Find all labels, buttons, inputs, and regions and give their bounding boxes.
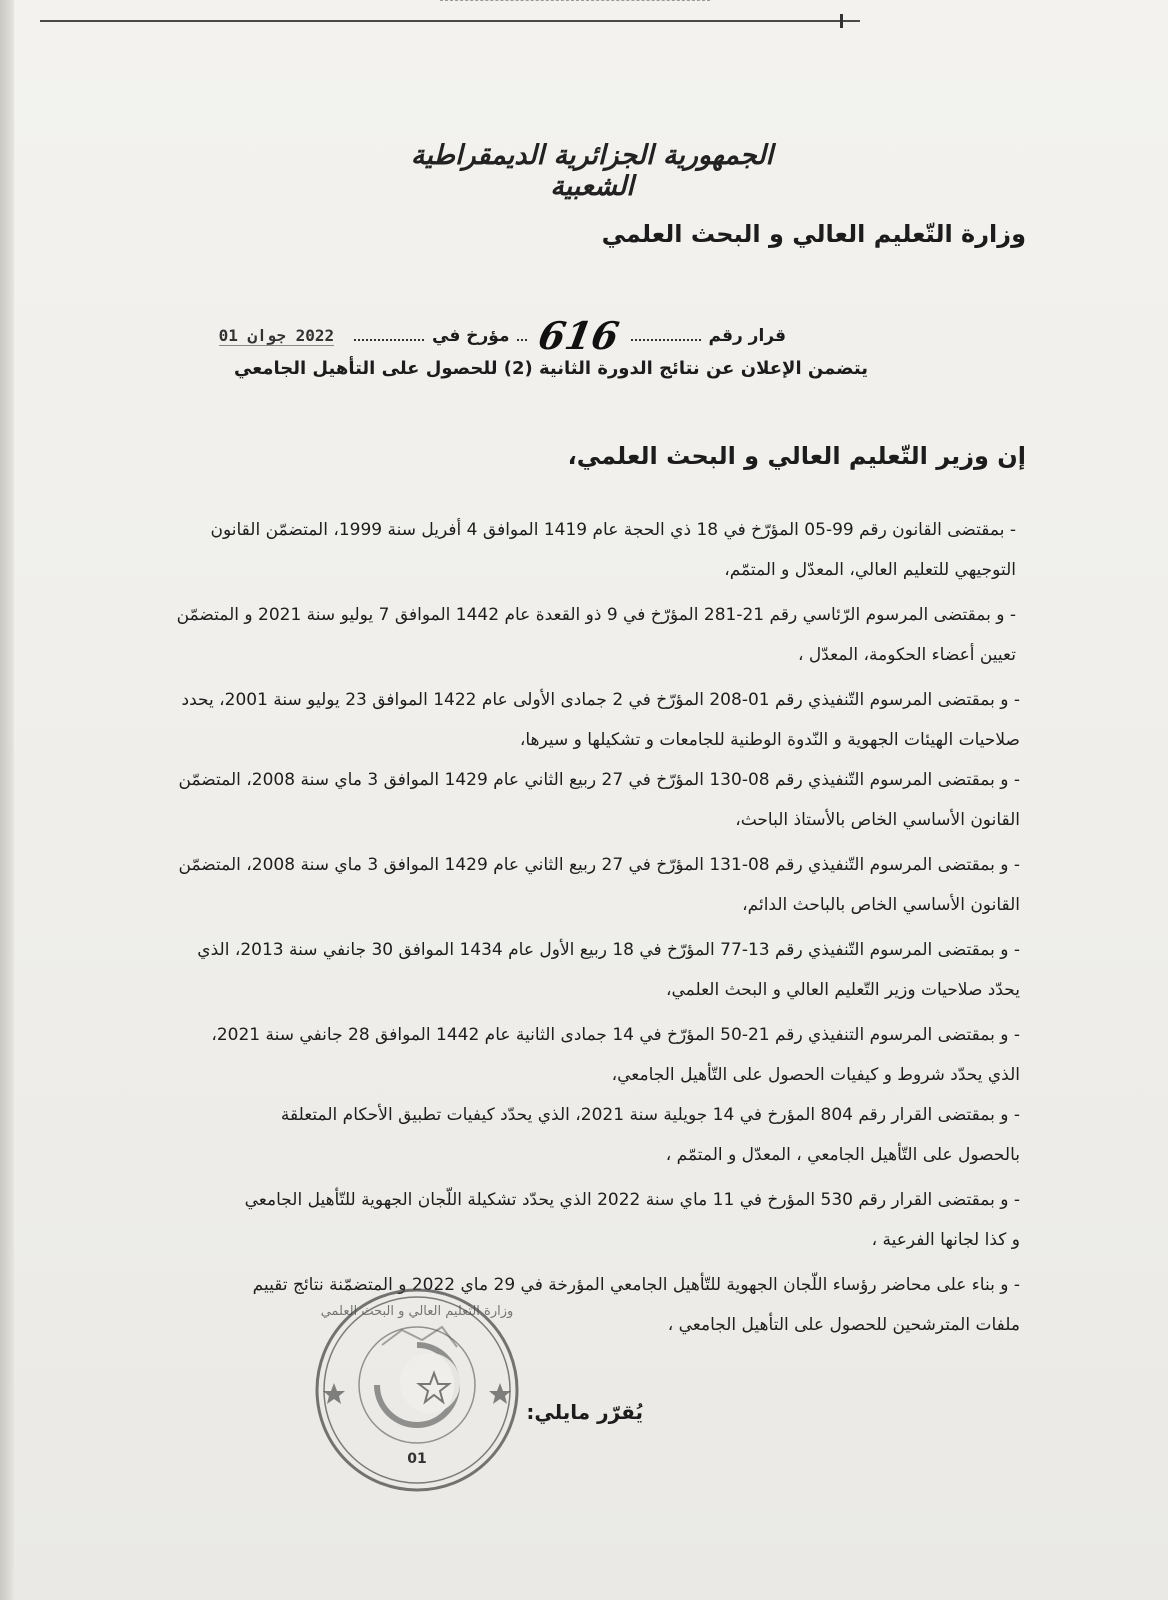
decree-number-handwritten: 616 [535,313,623,358]
clause-line: - بمقتضى القانون رقم 99-05 المؤرّخ في 18 ذي الحجة عام 1419 الموافق 4 أفريل سنة 1999، المتضمّن القانون [210,520,1016,540]
clause-line: بالحصول على التّأهيل الجامعي ، المعدّل و المتمّم ، [665,1145,1020,1165]
decree-dots-1 [631,331,701,341]
clause-line: - و بمقتضى المرسوم التّنفيذي رقم 01-208 المؤرّخ في 2 جمادى الأولى عام 1422 الموافق 23 يوليو سنة 2001، يحدد [181,690,1020,710]
decree-number-row [219,313,786,358]
top-dashed-line [440,0,710,2]
clause-line: القانون الأساسي الخاص بالباحث الدائم، [742,895,1020,915]
clause-line: تعيين أعضاء الحكومة، المعدّل ، [798,645,1016,665]
decree-number-label: قرار رقم [708,325,786,346]
top-rule [40,20,860,22]
decides-heading: يُقرّر مايلي: [526,1400,643,1424]
clause-line: - و بمقتضى المرسوم الرّئاسي رقم 21-281 المؤرّخ في 9 ذو القعدة عام 1442 الموافق 7 يوليو سنة 2021 و المتضمّن [176,605,1016,625]
seal-text: وزارة التعليم العالي و البحث العلمي [320,1304,514,1319]
decree-dated-label: مؤرخ في [432,325,510,346]
clause-line: - و بمقتضى القرار رقم 804 المؤرخ في 14 جويلية سنة 2021، الذي يحدّد كيفيات تطبيق الأحكام المتعلقة [280,1105,1020,1125]
decree-dots-2 [517,331,527,341]
clause-line: - و بمقتضى المرسوم التّنفيذي رقم 13-77 المؤرّخ في 18 ربيع الأول عام 1434 الموافق 30 جانفي سنة 2013، الذي [197,940,1020,960]
clause-line: التوجيهي للتعليم العالي، المعدّل و المتمّم، [724,560,1016,580]
clause-line: - و بمقتضى المرسوم التّنفيذي رقم 08-130 المؤرّخ في 27 ربيع الثاني عام 1429 الموافق 3 ماي سنة 2008، المتضمّن [178,770,1020,790]
decree-date-stamp: 2022 جوان 01 [218,325,335,345]
clause-line: صلاحيات الهيئات الجهوية و النّدوة الوطنية للجامعات و تشكيلها و سيرها، [519,730,1020,750]
decree-subject: يتضمن الإعلان عن نتائج الدورة الثانية (2) للحصول على التأهيل الجامعي [233,358,868,379]
clause-line: القانون الأساسي الخاص بالأستاذ الباحث، [735,810,1020,830]
republic-heading: الجمهورية الجزائرية الديمقراطية الشعبية [410,140,774,202]
clause-line: - و بمقتضى القرار رقم 530 المؤرخ في 11 ماي سنة 2022 الذي يحدّد تشكيلة اللّجان الجهوية للتّأهيل الجامعي [244,1190,1020,1210]
ministry-seal-stamp [312,1285,522,1495]
clause-line: و كذا لجانها الفرعية ، [871,1230,1020,1250]
clause-line: - و بمقتضى المرسوم التنفيذي رقم 21-50 المؤرّخ في 14 جمادى الثانية عام 1442 الموافق 28 جانفي سنة 2021، [211,1025,1020,1045]
clause-line: يحدّد صلاحيات وزير التّعليم العالي و البحث العلمي، [665,980,1020,1000]
clause-line: - و بمقتضى المرسوم التّنفيذي رقم 08-131 المؤرّخ في 27 ربيع الثاني عام 1429 الموافق 3 ماي سنة 2008، المتضمّن [178,855,1020,875]
clause-line: - و بناء على محاضر رؤساء اللّجان الجهوية للتّأهيل الجامعي المؤرخة في 29 ماي 2022 و المتضمّنة نتائج تقييم [252,1275,1020,1295]
ministry-heading: وزارة التّعليم العالي و البحث العلمي [601,220,1026,248]
decree-dots-3 [354,331,424,341]
seal-number: 01 [407,1451,427,1467]
minister-line: إن وزير التّعليم العالي و البحث العلمي، [567,442,1026,470]
clause-line: الذي يحدّد شروط و كيفيات الحصول على التّأهيل الجامعي، [611,1065,1020,1085]
clause-line: ملفات المترشحين للحصول على التأهيل الجامعي ، [667,1315,1020,1335]
